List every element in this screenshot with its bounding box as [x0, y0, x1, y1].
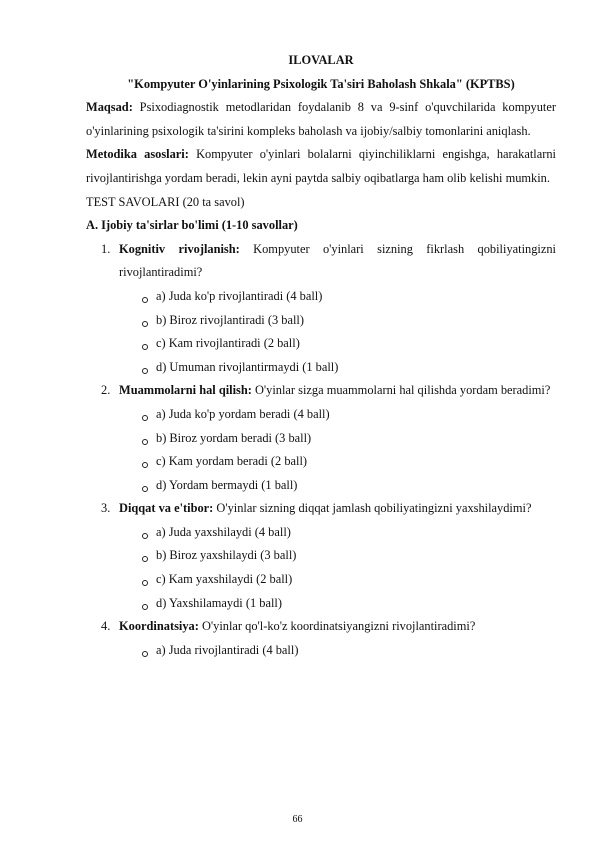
question-text	[119, 379, 556, 403]
question-text	[119, 238, 556, 285]
circle-bullet-icon	[142, 533, 148, 539]
option-text: c) Kam yaxshilaydi (2 ball)	[156, 572, 293, 587]
question-item	[86, 238, 556, 380]
option-item	[119, 639, 556, 663]
option-text: c) Kam rivojlantiradi (2 ball)	[156, 336, 300, 351]
page-content	[86, 49, 556, 662]
question-body: O'yinlar sizga muammolarni hal qilishda yordam beradimi?	[251, 383, 551, 398]
circle-bullet-icon	[142, 580, 148, 586]
option-text: a) Juda ko'p rivojlantiradi (4 ball)	[156, 288, 323, 303]
option-text: b) Biroz yaxshilaydi (3 ball)	[156, 548, 297, 563]
question-number: 4.	[101, 619, 111, 634]
circle-bullet-icon	[142, 344, 148, 350]
appendix-heading: ILOVALAR	[288, 53, 354, 67]
option-text: d) Yordam bermaydi (1 ball)	[156, 477, 298, 492]
circle-bullet-icon	[142, 368, 148, 374]
question-text	[119, 497, 556, 521]
option-item	[119, 450, 556, 474]
option-text: d) Yaxshilamaydi (1 ball)	[156, 595, 282, 610]
circle-bullet-icon	[142, 439, 148, 445]
question-body: Kompyuter o'yinlari sizning fikrlash qobiliyatingizni rivojlantiradimi?	[119, 241, 556, 280]
purpose-text: Psixodiagnostik metodlaridan foydalanib 8 va 9-sinf o'quvchilarida kompyuter o'yinlarining psixologik ta'sirini kompleks baholash va ijobiy/salbiy tomonlarini aniqlash.	[86, 100, 556, 138]
option-item	[119, 474, 556, 498]
option-list	[119, 285, 556, 379]
option-text: a) Juda rivojlantiradi (4 ball)	[156, 642, 299, 657]
question-number: 1.	[101, 241, 111, 256]
option-item	[119, 309, 556, 333]
option-item	[119, 544, 556, 568]
circle-bullet-icon	[142, 415, 148, 421]
option-text: b) Biroz yordam beradi (3 ball)	[156, 430, 312, 445]
test-title: TEST SAVOLARI (20 ta savol)	[86, 194, 245, 209]
option-item	[119, 332, 556, 356]
option-list	[119, 639, 556, 663]
question-number: 3.	[101, 501, 111, 516]
circle-bullet-icon	[142, 604, 148, 610]
circle-bullet-icon	[142, 462, 148, 468]
purpose-paragraph	[86, 96, 556, 143]
option-item	[119, 403, 556, 427]
page-number: 66	[292, 814, 303, 825]
question-body: O'yinlar qo'l-ko'z koordinatsiyangizni rivojlantiradimi?	[198, 619, 476, 634]
question-label: Kognitiv rivojlanish:	[119, 241, 240, 256]
method-paragraph	[86, 143, 556, 190]
option-item	[119, 285, 556, 309]
question-body: O'yinlar sizning diqqat jamlash qobiliyatingizni yaxshilaydimi?	[213, 501, 532, 516]
section-a-heading: A. Ijobiy ta'sirlar bo'limi (1-10 savollar)	[86, 218, 298, 233]
option-item	[119, 427, 556, 451]
option-item	[119, 521, 556, 545]
option-text: a) Juda ko'p yordam beradi (4 ball)	[156, 406, 330, 421]
option-item	[119, 568, 556, 592]
circle-bullet-icon	[142, 297, 148, 303]
circle-bullet-icon	[142, 651, 148, 657]
method-text: Kompyuter o'yinlari bolalarni qiyinchiliklarni engishga, harakatlarni rivojlantirishga yordam beradi, lekin ayni paytda salbiy oqibatlarga ham olib kelishi mumkin.	[86, 147, 556, 185]
option-text: c) Kam yordam beradi (2 ball)	[156, 454, 308, 469]
circle-bullet-icon	[142, 486, 148, 492]
question-label: Diqqat va e'tibor:	[119, 501, 214, 516]
question-list	[86, 238, 556, 663]
question-item	[86, 379, 556, 497]
question-item	[86, 615, 556, 662]
option-text: a) Juda yaxshilaydi (4 ball)	[156, 524, 291, 539]
option-list	[119, 521, 556, 615]
option-text: d) Umuman rivojlantirmaydi (1 ball)	[156, 359, 339, 374]
question-item	[86, 497, 556, 615]
purpose-label: Maqsad:	[86, 100, 133, 115]
question-text	[119, 615, 556, 639]
option-list	[119, 403, 556, 497]
option-item	[119, 592, 556, 616]
option-text: b) Biroz rivojlantiradi (3 ball)	[156, 312, 304, 327]
option-item	[119, 356, 556, 380]
question-label: Muammolarni hal qilish:	[119, 383, 252, 398]
question-number: 2.	[101, 383, 111, 398]
method-label: Metodika asoslari:	[86, 147, 189, 162]
circle-bullet-icon	[142, 556, 148, 562]
circle-bullet-icon	[142, 321, 148, 327]
scale-title: "Kompyuter O'yinlarining Psixologik Ta'siri Baholash Shkala" (KPTBS)	[127, 76, 515, 91]
question-label: Koordinatsiya:	[119, 619, 199, 634]
